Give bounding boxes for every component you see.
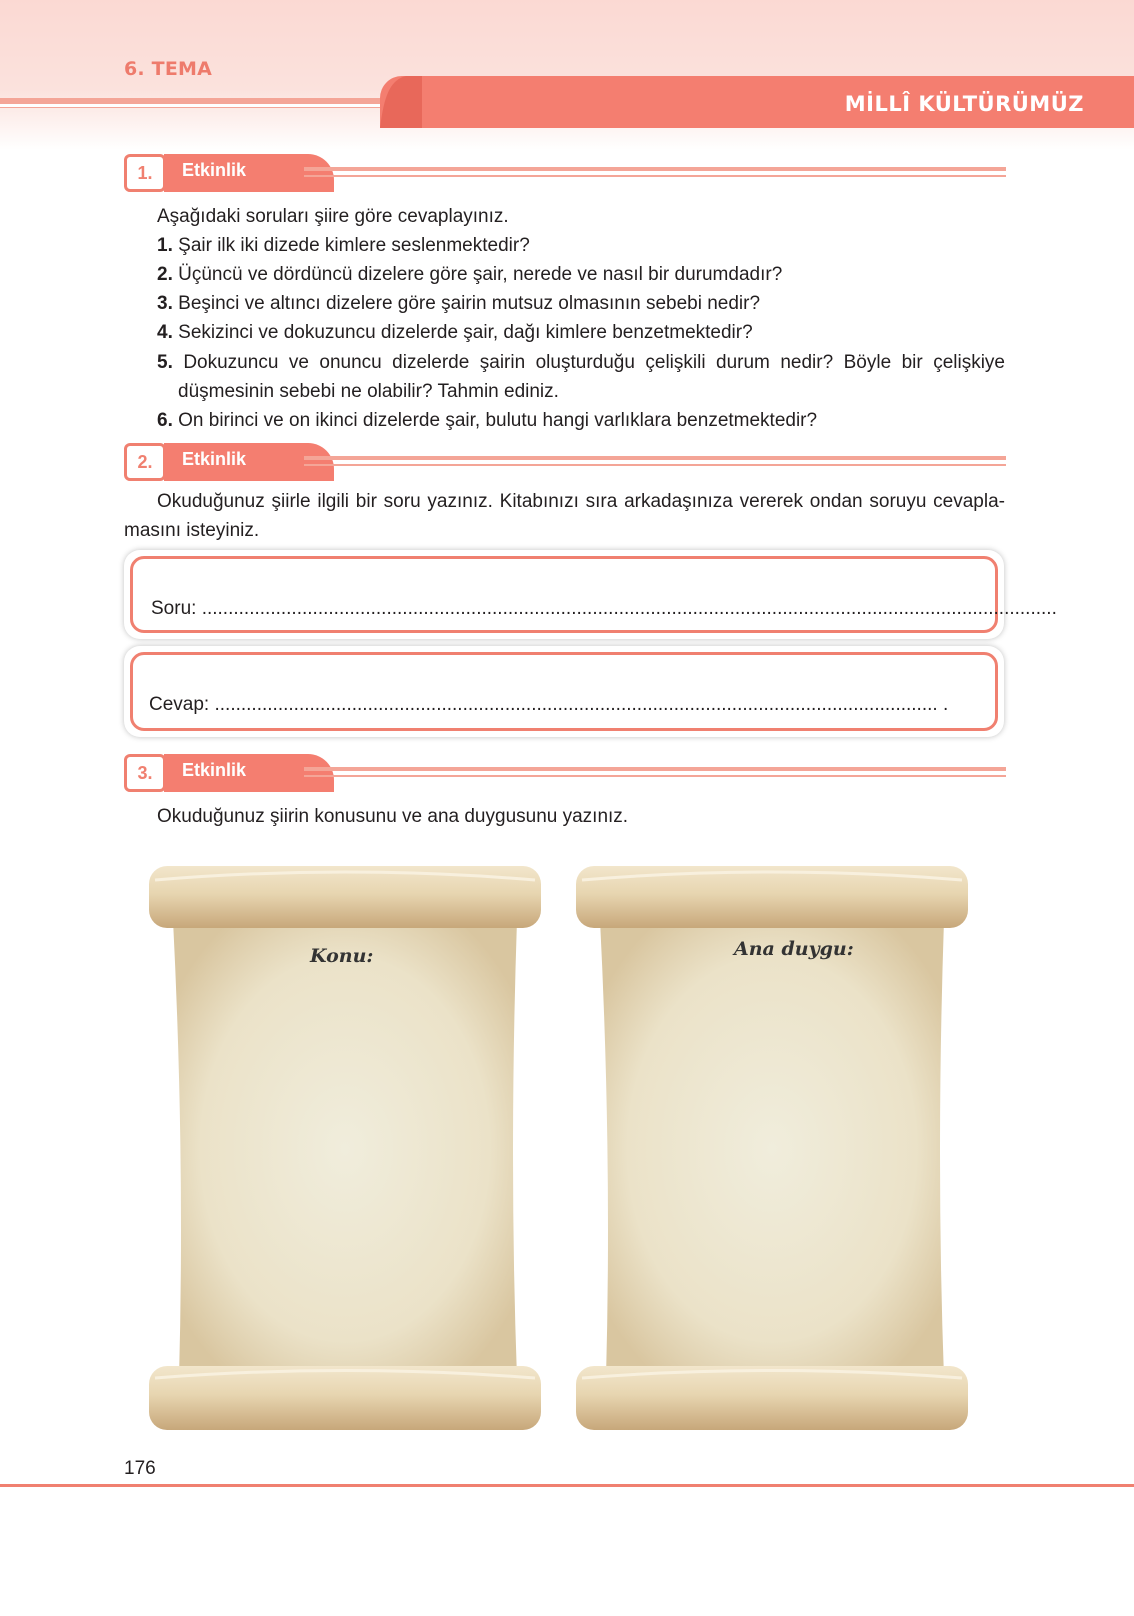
question-item xyxy=(157,231,1005,260)
question-number: 2. xyxy=(157,264,173,285)
activity-rule xyxy=(304,767,1006,771)
activity-label: Etkinlik xyxy=(164,754,334,792)
tab-curl-decoration xyxy=(380,76,422,128)
activity-label: Etkinlik xyxy=(164,154,334,192)
activity-1-intro: Aşağıdaki soruları şiire göre cevaplayınız. xyxy=(157,206,509,227)
question-text: Dokuzuncu ve onuncu dizelerde şairin oluşturduğu çelişkili durum nedir? Böyle bir çelişkiye xyxy=(183,352,1005,373)
activity-2-text-cont: masını isteyiniz. xyxy=(124,520,260,541)
activity-number: 2. xyxy=(124,443,166,481)
question-text: Beşinci ve altıncı dizelere göre şairin mutsuz olmasının sebebi nedir? xyxy=(178,293,761,314)
question-write-field[interactable]: Soru: .................................................................................................................................................................. xyxy=(151,598,1057,619)
activity-3-header xyxy=(124,754,1006,792)
activity-number: 3. xyxy=(124,754,166,792)
question-item xyxy=(157,348,1005,377)
question-item xyxy=(157,318,1005,347)
answer-box-border xyxy=(130,652,998,731)
footer-rule xyxy=(0,1484,1134,1487)
activity-label: Etkinlik xyxy=(164,443,334,481)
question-box xyxy=(124,550,1057,639)
activity-2-text: Okuduğunuz şiirle ilgili bir soru yazınız. Kitabınızı sıra arkadaşınıza vererek ondan soruyu cevapla- xyxy=(157,491,1005,512)
activity-rule-thin xyxy=(304,175,1006,177)
theme-label: 6. TEMA xyxy=(124,58,213,80)
scroll-emotion[interactable] xyxy=(572,858,972,1438)
answer-box xyxy=(124,646,1004,737)
question-number: 4. xyxy=(157,322,173,343)
activity-rule-thin xyxy=(304,464,1006,466)
answer-write-field[interactable]: Cevap: ......................................................................................................................................... . xyxy=(149,694,949,715)
question-text: Sekizinci ve dokuzuncu dizelerde şair, dağı kimlere benzetmektedir? xyxy=(178,322,753,343)
chapter-title: MİLLÎ KÜLTÜRÜMÜZ xyxy=(844,92,1084,116)
activity-rule xyxy=(304,456,1006,460)
question-number: 5. xyxy=(157,352,173,373)
activity-1-header xyxy=(124,154,1006,192)
page-number: 176 xyxy=(124,1458,156,1479)
question-text: Üçüncü ve dördüncü dizelere göre şair, nerede ve nasıl bir durumdadır? xyxy=(178,264,783,285)
activity-rule xyxy=(304,167,1006,171)
activity-number: 1. xyxy=(124,154,166,192)
question-box-border xyxy=(130,556,998,633)
question-continuation: düşmesinin sebebi ne olabilir? Tahmin ediniz. xyxy=(178,381,559,402)
scroll-emotion-label: Ana duygu: xyxy=(734,938,854,960)
question-item xyxy=(157,406,1005,435)
scroll-topic[interactable] xyxy=(145,858,545,1438)
scroll-topic-label: Konu: xyxy=(310,945,374,967)
question-text: On birinci ve on ikinci dizelerde şair, bulutu hangi varlıklara benzetmektedir? xyxy=(178,410,818,431)
question-number: 3. xyxy=(157,293,173,314)
header-rule-gap xyxy=(0,104,390,107)
activity-rule-thin xyxy=(304,775,1006,777)
question-item xyxy=(157,260,1005,289)
activity-2-header xyxy=(124,443,1006,481)
question-item xyxy=(157,289,1005,318)
question-number: 6. xyxy=(157,410,173,431)
question-number: 1. xyxy=(157,235,173,256)
activity-3-text: Okuduğunuz şiirin konusunu ve ana duygusunu yazınız. xyxy=(157,806,629,827)
question-text: Şair ilk iki dizede kimlere seslenmektedir? xyxy=(178,235,530,256)
